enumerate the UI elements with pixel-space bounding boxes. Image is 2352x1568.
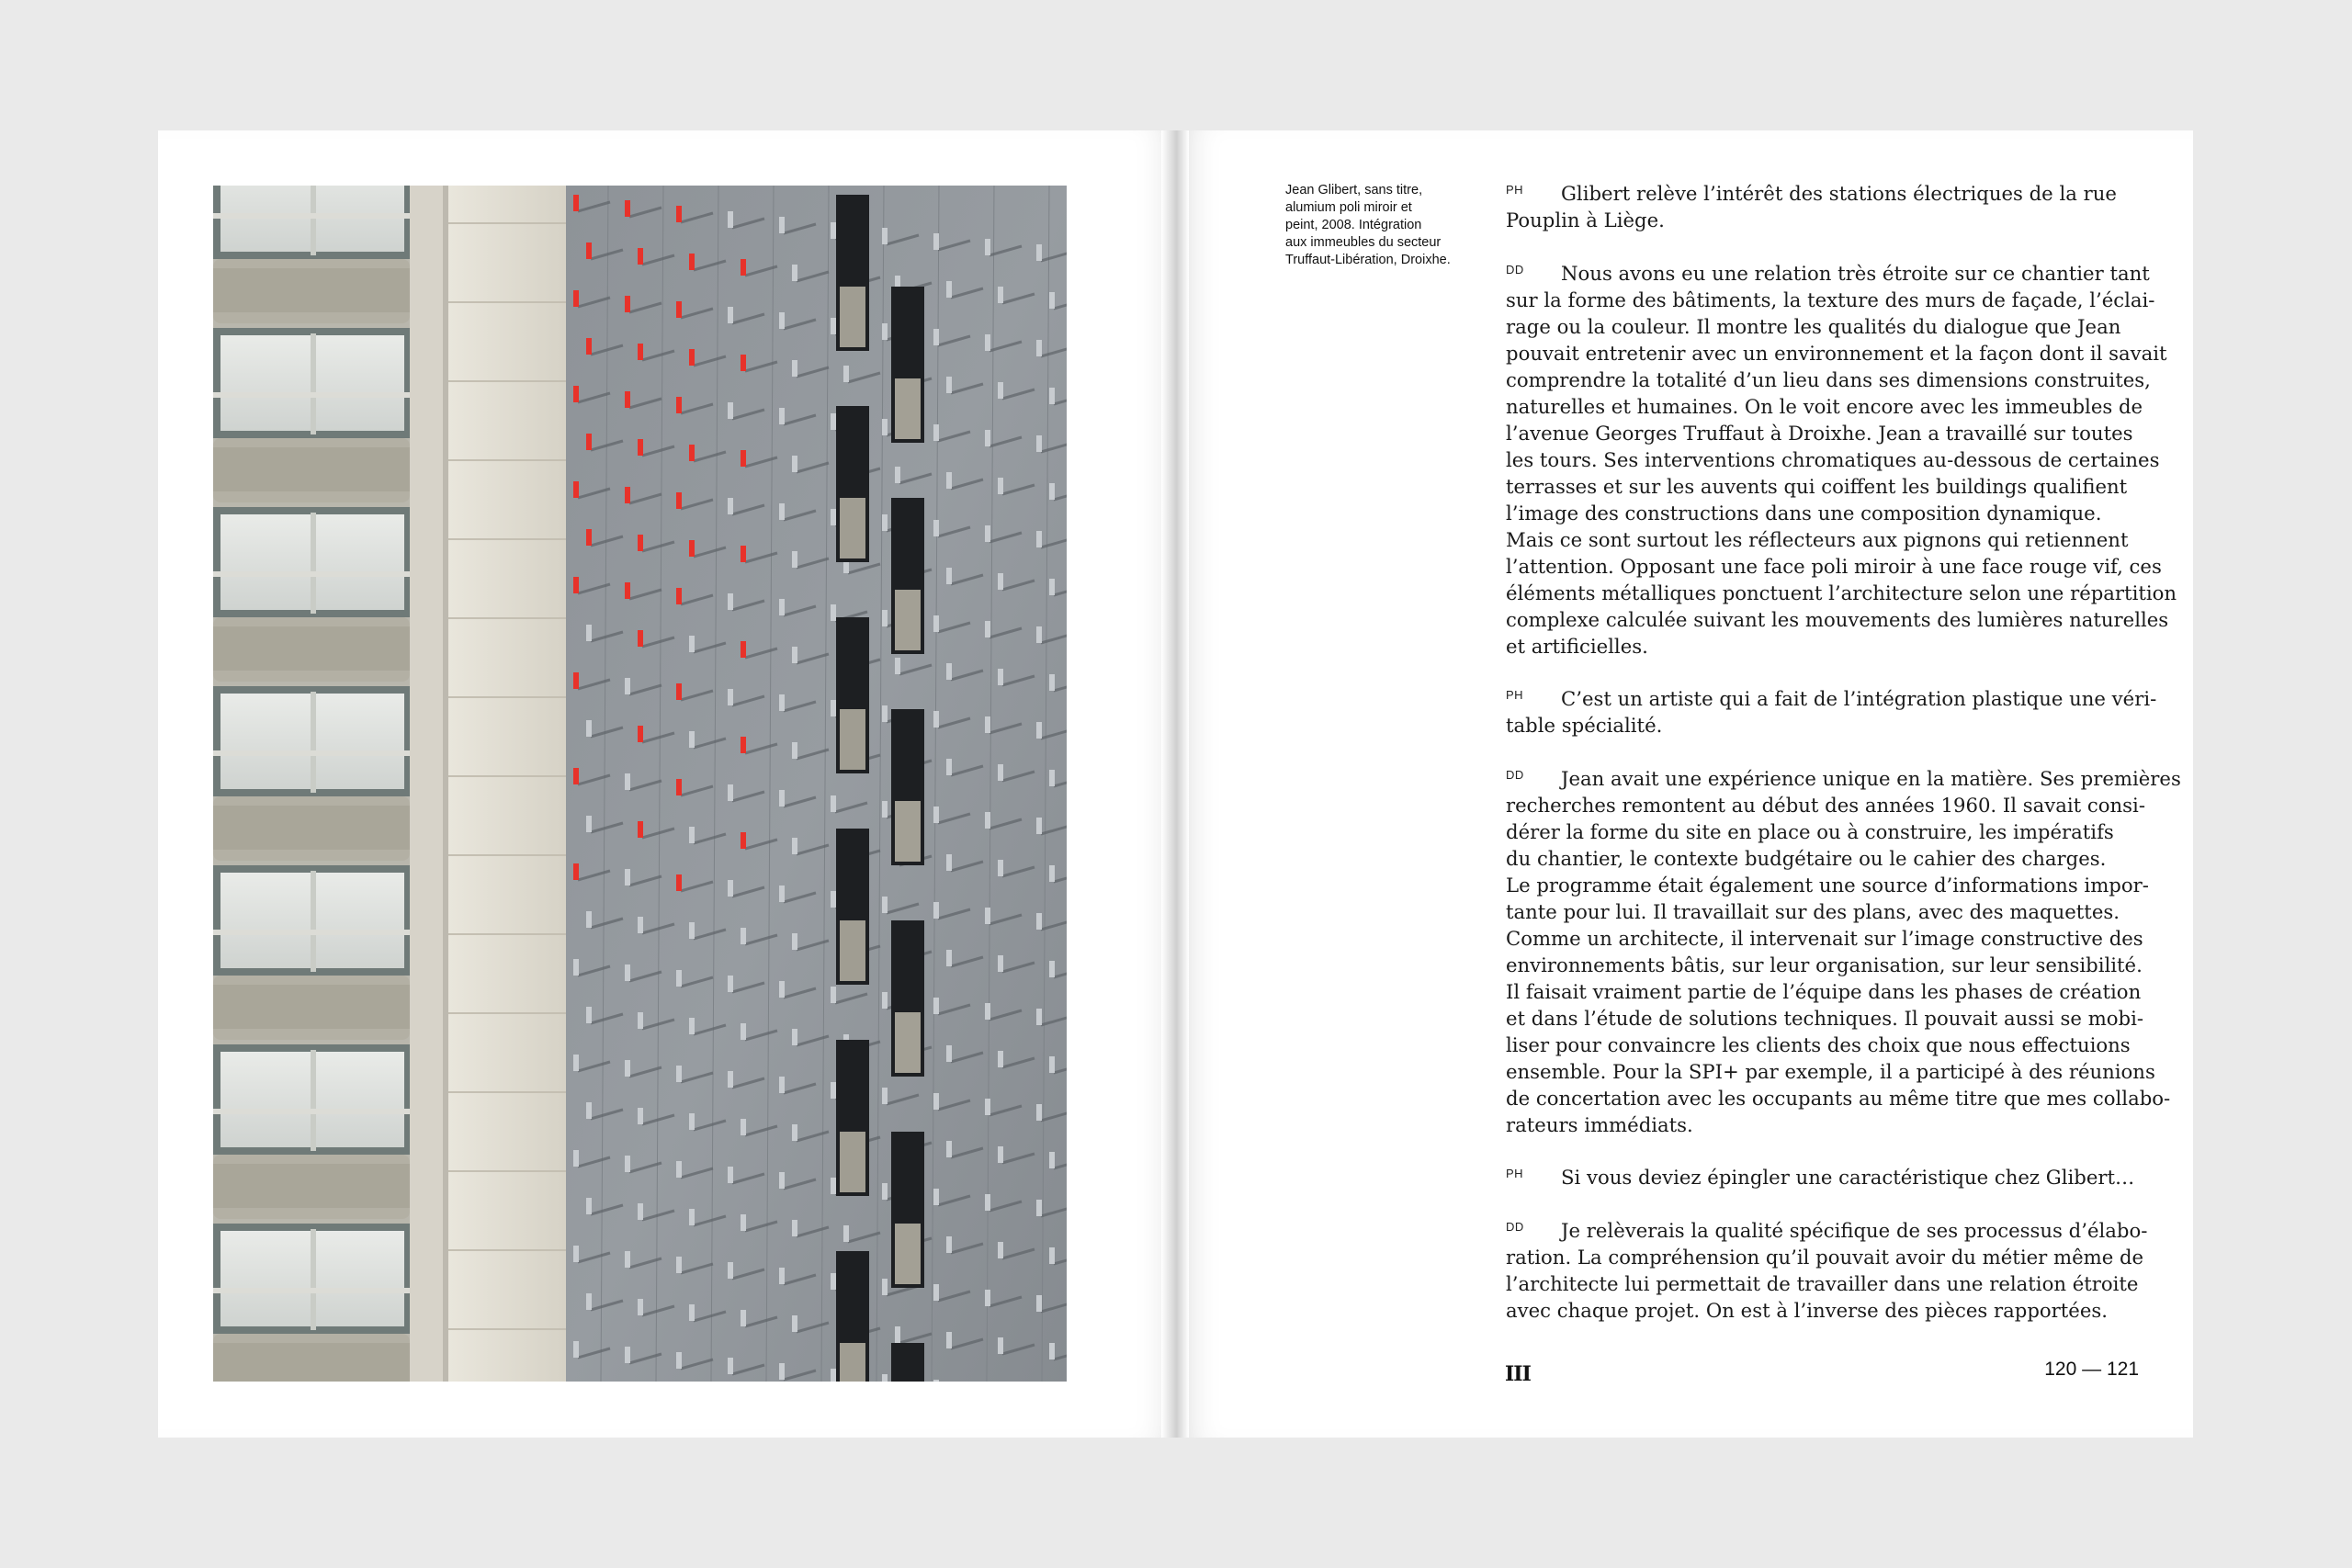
text-line: recherches remontent au début des années 1960. Il savait consi- bbox=[1506, 793, 2145, 817]
text-line: tante pour lui. Il travaillait sur des plans, avec des maquettes. bbox=[1506, 899, 2120, 923]
text-line: ensemble. Pour la SPI+ par exemple, il a participé à des réunions bbox=[1506, 1059, 2155, 1083]
text-line: Si vous deviez épingler une caractéristique chez Glibert… bbox=[1561, 1166, 2135, 1189]
dialogue-paragraph bbox=[1506, 1217, 2148, 1324]
dialogue-entry bbox=[1506, 1217, 2148, 1324]
text-line: l’avenue Georges Truffaut à Droixhe. Jean a travaillé sur toutes bbox=[1506, 421, 2133, 445]
caption-line: Jean Glibert, sans titre, bbox=[1285, 183, 1423, 197]
text-line: Il faisait vraiment partie de l’équipe dans les phases de création bbox=[1506, 979, 2142, 1003]
dialogue-entry bbox=[1506, 260, 2177, 660]
dialogue-entry bbox=[1506, 765, 2181, 1138]
text-line: les tours. Ses interventions chromatiques au-dessous de certaines bbox=[1506, 447, 2160, 471]
dialogue-paragraph bbox=[1506, 260, 2177, 660]
text-line: Je relèverais la qualité spécifique de ses processus d’élabo- bbox=[1561, 1218, 2148, 1242]
text-line: l’image des constructions dans une composition dynamique. bbox=[1506, 501, 2102, 525]
text-line: rateurs immédiats. bbox=[1506, 1112, 1693, 1136]
dialogue-entry bbox=[1506, 180, 2131, 233]
caption-line: peint, 2008. Intégration bbox=[1285, 218, 1422, 232]
dialogue-entry bbox=[1506, 685, 2157, 739]
speaker-initials: PH bbox=[1506, 688, 1524, 702]
stone-clad-wall bbox=[448, 186, 566, 1382]
speaker-initials: DD bbox=[1506, 767, 1524, 782]
text-line: comprendre la totalité d’un lieu dans ses dimensions construites, bbox=[1506, 367, 2151, 391]
dialogue-paragraph bbox=[1506, 685, 2157, 739]
text-line: l’attention. Opposant une face poli miroir à une face rouge vif, ces bbox=[1506, 554, 2162, 578]
caption-line: Truffaut-Libération, Droixhe. bbox=[1285, 253, 1451, 267]
dialogue-paragraph bbox=[1506, 765, 2181, 1138]
interview-text bbox=[1506, 180, 2181, 1349]
speaker-initials: DD bbox=[1506, 1219, 1524, 1234]
dialogue-entry bbox=[1506, 1164, 2135, 1190]
section-number: III bbox=[1505, 1362, 1531, 1386]
text-line: Jean avait une expérience unique en la matière. Ses premières bbox=[1561, 766, 2181, 790]
text-line: et dans l’étude de solutions techniques. Il pouvait aussi se mobi- bbox=[1506, 1006, 2144, 1030]
text-line: avec chaque projet. On est à l’inverse des pièces rapportées. bbox=[1506, 1298, 2108, 1322]
text-line: l’architecte lui permettait de travailler dans une relation étroite bbox=[1506, 1271, 2139, 1295]
building-facade-photo bbox=[213, 186, 1067, 1382]
text-line: complexe calculée suivant les mouvements des lumières naturelles bbox=[1506, 607, 2169, 631]
text-line: Le programme était également une source d’informations impor- bbox=[1506, 873, 2149, 897]
dialogue-paragraph bbox=[1506, 180, 2131, 233]
text-line: pouvait entretenir avec un environnement et la façon dont il savait bbox=[1506, 341, 2167, 365]
speaker-initials: PH bbox=[1506, 1167, 1524, 1180]
text-line: ration. La compréhension qu’il pouvait avoir du métier même de bbox=[1506, 1245, 2144, 1269]
text-line: terrasses et sur les auvents qui coiffent les buildings qualifient bbox=[1506, 474, 2128, 498]
caption-line: alumium poli miroir et bbox=[1285, 200, 1412, 215]
concrete-column bbox=[410, 186, 443, 1382]
text-line: Pouplin à Liège. bbox=[1506, 209, 1665, 231]
text-line: de concertation avec les occupants au même titre que mes collabo- bbox=[1506, 1086, 2171, 1110]
text-line: rage ou la couleur. Il montre les qualités du dialogue que Jean bbox=[1506, 314, 2121, 338]
text-line: dérer la forme du site en place ou à construire, les impératifs bbox=[1506, 819, 2114, 843]
text-line: naturelles et humaines. On le voit encore avec les immeubles de bbox=[1506, 394, 2143, 418]
text-line: C’est un artiste qui a fait de l’intégration plastique une véri- bbox=[1561, 687, 2157, 710]
grey-panel-facade bbox=[566, 186, 1067, 1382]
page-numbers: 120 — 121 bbox=[2044, 1359, 2139, 1380]
text-line: sur la forme des bâtiments, la texture des murs de façade, l’éclai- bbox=[1506, 288, 2155, 311]
caption-line: aux immeubles du secteur bbox=[1285, 235, 1442, 250]
photo-caption bbox=[1285, 182, 1497, 269]
text-line: éléments métalliques ponctuent l’architecture selon une répartition bbox=[1506, 581, 2177, 604]
text-line: du chantier, le contexte budgétaire ou le cahier des charges. bbox=[1506, 846, 2107, 870]
text-line: Glibert relève l’intérêt des stations électriques de la rue bbox=[1561, 182, 2117, 205]
text-line: et artificielles. bbox=[1506, 634, 1648, 658]
left-building-floors bbox=[213, 186, 410, 1382]
speaker-initials: PH bbox=[1506, 183, 1524, 197]
text-line: Comme un architecte, il intervenait sur l’image constructive des bbox=[1506, 926, 2143, 950]
dialogue-paragraph bbox=[1506, 1164, 2135, 1190]
text-line: liser pour convaincre les clients des choix que nous effectuions bbox=[1506, 1032, 2131, 1056]
text-line: Nous avons eu une relation très étroite sur ce chantier tant bbox=[1561, 261, 2150, 285]
book-gutter bbox=[1161, 130, 1189, 1438]
text-line: table spécialité. bbox=[1506, 714, 1663, 737]
text-line: environnements bâtis, sur leur organisation, sur leur sensibilité. bbox=[1506, 953, 2143, 976]
facade-illustration bbox=[213, 186, 1067, 1382]
speaker-initials: DD bbox=[1506, 262, 1524, 276]
text-line: Mais ce sont surtout les réflecteurs aux pignons qui retiennent bbox=[1506, 527, 2129, 551]
